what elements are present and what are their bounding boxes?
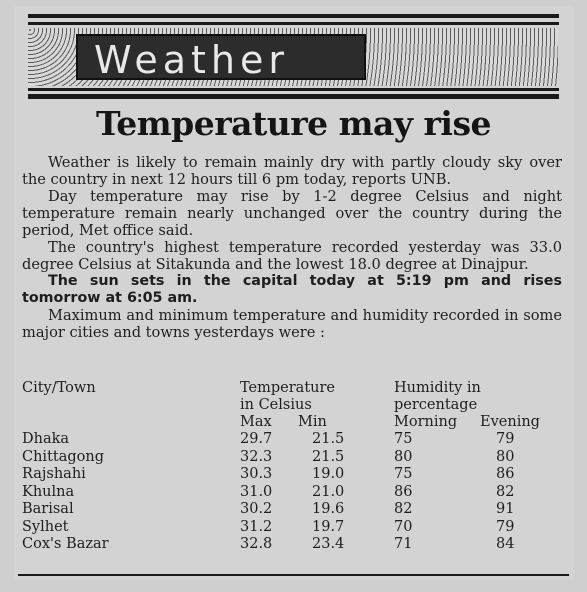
max-cell: 30.2 (240, 501, 273, 517)
morning-cell: 70 (394, 518, 413, 535)
table-row (22, 519, 560, 537)
city-cell: Sylhet (22, 518, 69, 535)
header-temp-line2: in Celsius (240, 397, 312, 413)
evening-cell: 91 (496, 501, 515, 517)
banner-rule (28, 88, 559, 91)
city-cell: Chittagong (22, 448, 105, 465)
city-cell: Cox's Bazar (22, 536, 109, 552)
section-banner (28, 28, 558, 86)
header-temp-line1: Temperature (240, 380, 335, 396)
top-rule-thin (28, 22, 559, 25)
city-cell: Rajshahi (22, 466, 86, 482)
paragraph: The country's highest temperature recorded yesterday was 33.0 degree Celsius at Sitakunda and the lowest 18.0 degree at Dinajpur. (22, 239, 562, 273)
evening-cell: 80 (496, 448, 515, 465)
sunset-paragraph: The sun sets in the capital today at 5:19 pm and rises tomorrow at 6:05 am. (22, 273, 562, 306)
banner-rule-thick (28, 94, 559, 99)
max-cell: 29.7 (240, 431, 273, 447)
min-cell: 19.7 (312, 518, 345, 535)
city-cell: Dhaka (22, 431, 70, 447)
table-header-row (22, 380, 560, 397)
header-city: City/Town (22, 380, 96, 396)
header-hum-line2: percentage (394, 397, 478, 413)
bottom-rule (18, 574, 569, 576)
evening-cell: 82 (496, 483, 515, 500)
header-min: Min (298, 414, 327, 430)
max-cell: 31.2 (240, 518, 273, 535)
paragraph: Weather is likely to remain mainly dry with partly cloudy sky over the country in next 12 hours till 6 pm today, reports UNB. (22, 154, 562, 188)
header-max: Max (240, 414, 272, 430)
article-body (22, 154, 562, 341)
table-subheader-row (22, 414, 560, 431)
table-row (22, 536, 560, 554)
max-cell: 32.8 (240, 536, 273, 552)
top-rule (28, 14, 559, 18)
min-cell: 21.5 (312, 431, 345, 447)
max-cell: 32.3 (240, 448, 273, 465)
evening-cell: 84 (496, 536, 515, 552)
max-cell: 30.3 (240, 466, 273, 482)
headline: Temperature may rise (95, 104, 492, 143)
evening-cell: 86 (496, 466, 515, 482)
max-cell: 31.0 (240, 483, 273, 500)
min-cell: 21.5 (312, 448, 345, 465)
min-cell: 23.4 (312, 536, 345, 552)
weather-table (22, 380, 560, 554)
morning-cell: 82 (394, 501, 413, 517)
morning-cell: 75 (394, 431, 413, 447)
table-row (22, 466, 560, 484)
section-label: Weather (94, 38, 289, 82)
header-temperature (240, 380, 394, 397)
evening-cell: 79 (496, 518, 515, 535)
table-row (22, 431, 560, 449)
table-header-row (22, 397, 560, 414)
header-humidity (394, 380, 560, 397)
table-row (22, 449, 560, 467)
morning-cell: 75 (394, 466, 413, 482)
min-cell: 19.0 (312, 466, 345, 482)
evening-cell: 79 (496, 431, 515, 447)
morning-cell: 80 (394, 448, 413, 465)
city-cell: Barisal (22, 501, 74, 517)
paragraph: Day temperature may rise by 1-2 degree Celsius and night temperature remain nearly unchanged over the country during the period, Met office said. (22, 188, 562, 239)
morning-cell: 86 (394, 483, 413, 500)
banner-label-box (76, 34, 366, 80)
table-row (22, 484, 560, 502)
morning-cell: 71 (394, 536, 413, 552)
min-cell: 21.0 (312, 483, 345, 500)
table-row (22, 501, 560, 519)
header-hum-line1: Humidity in (394, 380, 481, 396)
min-cell: 19.6 (312, 501, 345, 517)
header-morning: Morning (394, 414, 458, 430)
paragraph: Maximum and minimum temperature and humidity recorded in some major cities and towns yesterdays were : (22, 307, 562, 341)
header-evening: Evening (480, 414, 540, 430)
city-cell: Khulna (22, 483, 75, 500)
